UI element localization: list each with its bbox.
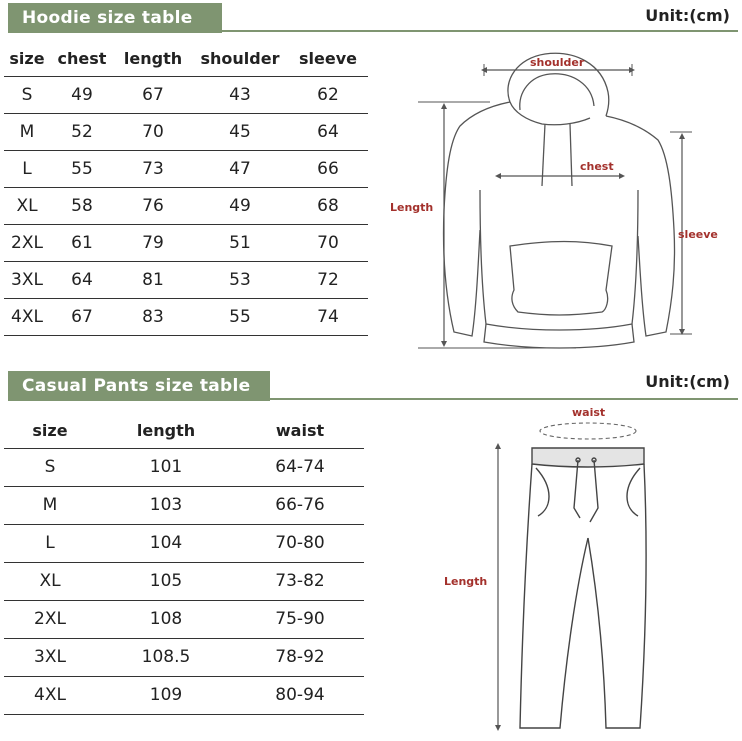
table-row xyxy=(4,600,364,638)
pants-diagram xyxy=(420,398,660,738)
cell-waist: 73-82 xyxy=(275,571,325,591)
table-row xyxy=(4,448,364,486)
table-row xyxy=(4,150,368,187)
table-row xyxy=(4,524,364,562)
hoodie-diagram xyxy=(380,40,730,360)
cell-length: 109 xyxy=(149,685,183,705)
cell-length: 103 xyxy=(149,495,183,515)
diagram-label-waist: waist xyxy=(572,406,606,419)
cell-size: 3XL xyxy=(34,647,66,667)
table-row xyxy=(4,224,368,261)
table-row xyxy=(4,486,364,524)
hoodie-banner-line xyxy=(222,30,738,32)
cell-length: 101 xyxy=(149,457,183,477)
table-row xyxy=(4,76,368,113)
cell-chest: 67 xyxy=(71,306,93,327)
column-header-length: length xyxy=(123,49,183,69)
table-row xyxy=(4,638,364,676)
cell-sleeve: 62 xyxy=(317,84,339,105)
cell-size: XL xyxy=(16,195,38,216)
table-row xyxy=(4,562,364,600)
pants-section xyxy=(0,368,742,741)
hoodie-title-banner: Hoodie size table xyxy=(8,3,222,33)
cell-length: 76 xyxy=(142,195,164,216)
cell-waist: 78-92 xyxy=(275,647,325,667)
cell-size: 2XL xyxy=(34,609,66,629)
cell-shoulder: 47 xyxy=(229,158,251,179)
cell-sleeve: 74 xyxy=(317,306,339,327)
column-header-size: size xyxy=(9,49,45,69)
cell-shoulder: 55 xyxy=(229,306,251,327)
cell-shoulder: 43 xyxy=(229,84,251,105)
cell-chest: 64 xyxy=(71,269,93,290)
cell-sleeve: 64 xyxy=(317,121,339,142)
diagram-label-sleeve: sleeve xyxy=(678,228,718,241)
cell-chest: 61 xyxy=(71,232,93,253)
cell-size: 3XL xyxy=(11,269,43,290)
cell-size: S xyxy=(21,84,33,105)
column-header-size: size xyxy=(32,421,68,441)
cell-sleeve: 66 xyxy=(317,158,339,179)
column-header-chest: chest xyxy=(57,49,107,69)
cell-length: 73 xyxy=(142,158,164,179)
hoodie-outline-icon xyxy=(443,53,674,348)
cell-size: L xyxy=(22,158,32,179)
cell-shoulder: 51 xyxy=(229,232,251,253)
column-header-waist: waist xyxy=(275,421,325,441)
pants-unit-label: Unit:(cm) xyxy=(645,372,730,391)
cell-length: 108.5 xyxy=(141,647,191,667)
cell-length: 105 xyxy=(149,571,183,591)
table-row xyxy=(4,298,368,335)
hoodie-section xyxy=(0,0,742,360)
table-header-row xyxy=(4,414,364,448)
table-header-row xyxy=(4,42,368,76)
cell-length: 108 xyxy=(149,609,183,629)
cell-shoulder: 49 xyxy=(229,195,251,216)
cell-length: 79 xyxy=(142,232,164,253)
column-header-sleeve: sleeve xyxy=(299,49,357,69)
cell-chest: 55 xyxy=(71,158,93,179)
cell-size: 4XL xyxy=(34,685,66,705)
cell-waist: 80-94 xyxy=(275,685,325,705)
diagram-label-length: Length xyxy=(390,201,434,214)
hoodie-size-table xyxy=(4,42,368,336)
cell-sleeve: 70 xyxy=(317,232,339,253)
table-row xyxy=(4,261,368,298)
cell-size: M xyxy=(19,121,35,142)
table-row xyxy=(4,676,364,714)
pants-title-banner: Casual Pants size table xyxy=(8,371,270,401)
cell-length: 70 xyxy=(142,121,164,142)
cell-size: 4XL xyxy=(11,306,43,327)
cell-chest: 49 xyxy=(71,84,93,105)
table-row xyxy=(4,187,368,224)
cell-length: 81 xyxy=(142,269,164,290)
diagram-label-pants-length: Length xyxy=(444,575,488,588)
cell-sleeve: 72 xyxy=(317,269,339,290)
cell-size: M xyxy=(42,495,58,515)
cell-waist: 70-80 xyxy=(275,533,325,553)
diagram-label-shoulder: shoulder xyxy=(530,56,585,69)
cell-size: XL xyxy=(39,571,61,591)
column-header-shoulder: shoulder xyxy=(200,49,280,69)
cell-size: L xyxy=(45,533,55,553)
hoodie-unit-label: Unit:(cm) xyxy=(645,6,730,25)
pants-outline-icon xyxy=(520,448,646,728)
cell-chest: 52 xyxy=(71,121,93,142)
cell-size: S xyxy=(44,457,56,477)
cell-shoulder: 53 xyxy=(229,269,251,290)
diagram-label-chest: chest xyxy=(580,160,614,173)
cell-waist: 75-90 xyxy=(275,609,325,629)
cell-waist: 64-74 xyxy=(275,457,325,477)
pants-size-table xyxy=(4,414,364,715)
cell-length: 104 xyxy=(149,533,183,553)
column-header-length: length xyxy=(136,421,196,441)
cell-length: 67 xyxy=(142,84,164,105)
cell-chest: 58 xyxy=(71,195,93,216)
cell-shoulder: 45 xyxy=(229,121,251,142)
cell-length: 83 xyxy=(142,306,164,327)
cell-waist: 66-76 xyxy=(275,495,325,515)
cell-size: 2XL xyxy=(11,232,43,253)
table-row xyxy=(4,113,368,150)
cell-sleeve: 68 xyxy=(317,195,339,216)
